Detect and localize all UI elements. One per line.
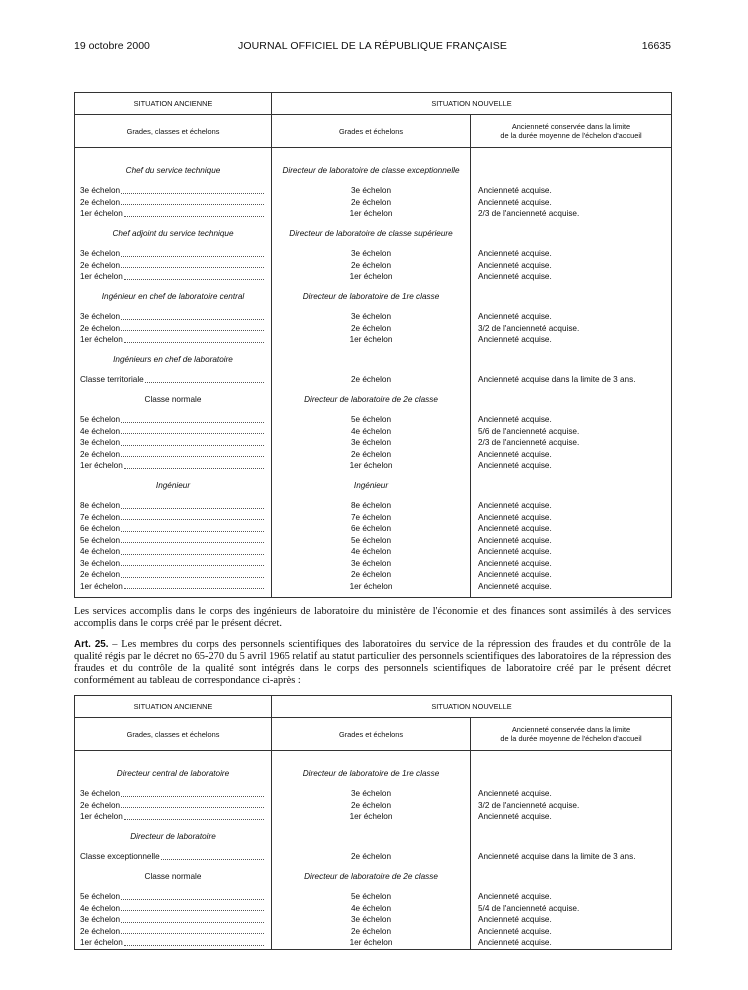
spacer: [471, 157, 671, 166]
spacer: [272, 346, 470, 355]
old-echelon-row: [75, 523, 271, 535]
leader-dots: [121, 558, 264, 567]
new-echelon: 3e échelon: [350, 789, 392, 798]
header-new-situation: SITUATION NOUVELLE: [272, 696, 672, 718]
old-echelon-row: [75, 500, 271, 512]
new-grade-title: Directeur de laboratoire de 2e classe: [304, 395, 438, 404]
old-echelon-label: 2e échelon: [80, 323, 121, 333]
old-echelon-row: [75, 788, 271, 800]
leader-dots: [124, 937, 264, 946]
spacer: [272, 760, 470, 769]
old-grade-title: Chef du service technique: [125, 166, 221, 175]
new-echelon: 5e échelon: [350, 535, 392, 545]
spacer: [272, 220, 470, 229]
spacer: [272, 406, 470, 415]
leader-dots: [121, 903, 264, 912]
spacer: [272, 492, 470, 501]
seniority-value: Ancienneté acquise.: [478, 249, 552, 258]
old-echelon-row: [75, 800, 271, 812]
spacer: [272, 177, 470, 186]
leader-dots: [121, 535, 264, 544]
spacer: [471, 346, 671, 355]
seniority-value: Ancienneté acquise.: [478, 461, 552, 470]
old-echelon-row: [75, 208, 271, 220]
old-echelon-label: 5e échelon: [80, 535, 121, 545]
new-echelon: 1er échelon: [349, 938, 393, 947]
old-echelon-row: [75, 248, 271, 260]
leader-dots: [121, 800, 264, 809]
old-echelon-row: [75, 374, 271, 386]
new-echelon: 4e échelon: [350, 903, 392, 913]
old-echelon-row: [75, 323, 271, 335]
leader-dots: [124, 460, 264, 469]
spacer: [272, 883, 470, 892]
seniority-value: Ancienneté acquise.: [478, 535, 552, 545]
leader-dots: [121, 914, 264, 923]
seniority-value: 2/3 de l'ancienneté acquise.: [478, 438, 580, 447]
new-echelon: 4e échelon: [350, 547, 392, 556]
seniority-value: Ancienneté acquise.: [478, 449, 552, 459]
old-grade-title: Ingénieurs en chef de laboratoire: [113, 355, 233, 364]
new-echelon: 3e échelon: [350, 249, 392, 258]
old-echelon-row: [75, 937, 271, 949]
old-echelon-label: 1er échelon: [80, 335, 123, 344]
new-grade-column: [272, 751, 471, 950]
old-echelon-row: [75, 311, 271, 323]
spacer: [471, 291, 671, 303]
old-echelon-row: [75, 558, 271, 570]
seniority-value: Ancienneté acquise.: [478, 581, 552, 591]
new-echelon: 3e échelon: [350, 438, 392, 447]
journal-title: JOURNAL OFFICIEL DE LA RÉPUBLIQUE FRANÇAISE: [238, 40, 507, 52]
new-echelon: 3e échelon: [350, 312, 392, 321]
new-echelon: 1er échelon: [349, 209, 393, 218]
old-echelon-row: [75, 449, 271, 461]
leader-dots: [121, 185, 264, 194]
paragraph-article-25: [74, 639, 671, 687]
new-echelon: 8e échelon: [350, 501, 392, 510]
old-echelon-label: 1er échelon: [80, 461, 123, 470]
old-grade-title: Classe normale: [144, 395, 202, 404]
paragraph-services: Les services accomplis dans le corps des ingénieurs de laboratoire du ministère de l'économie et des finances sont assimilés à des services accomplis dans le corps créé par le présent décret.: [74, 606, 671, 629]
new-echelon: 5e échelon: [350, 415, 392, 424]
old-echelon-row: [75, 334, 271, 346]
old-echelon-label: 3e échelon: [80, 249, 121, 258]
new-echelon: 7e échelon: [350, 512, 392, 522]
old-echelon-label: 2e échelon: [80, 800, 121, 810]
leader-dots: [121, 248, 264, 257]
old-echelon-label: 5e échelon: [80, 415, 121, 424]
new-grade-title: Directeur de laboratoire de 1re classe: [302, 769, 440, 778]
old-echelon-row: [75, 260, 271, 272]
old-echelon-row: [75, 903, 271, 915]
seniority-value: Ancienneté acquise.: [478, 415, 552, 424]
old-echelon-label: Classe territoriale: [80, 375, 144, 384]
old-grade-title: Ingénieur: [155, 481, 191, 490]
spacer: [471, 303, 671, 312]
spacer: [471, 220, 671, 229]
new-echelon: 2e échelon: [350, 449, 392, 459]
seniority-value: Ancienneté acquise.: [478, 335, 552, 344]
spacer: [75, 863, 271, 872]
spacer: [471, 760, 671, 769]
spacer: [471, 843, 671, 852]
spacer: [471, 492, 671, 501]
old-echelon-row: [75, 185, 271, 197]
old-echelon-row: [75, 581, 271, 593]
old-grade-title: Ingénieur en chef de laboratoire central: [101, 292, 245, 301]
seniority-value: Ancienneté acquise.: [478, 892, 552, 901]
header-old-situation: SITUATION ANCIENNE: [75, 93, 272, 115]
new-echelon: 3e échelon: [350, 558, 392, 568]
leader-dots: [121, 500, 264, 509]
correspondence-table-1: [74, 92, 672, 598]
spacer: [471, 148, 671, 157]
old-echelon-label: 3e échelon: [80, 558, 121, 568]
old-echelon-label: 8e échelon: [80, 501, 121, 510]
new-grade-title: Directeur de laboratoire de 1re classe: [302, 292, 440, 301]
spacer: [471, 871, 671, 883]
spacer: [471, 480, 671, 492]
header-old-situation: SITUATION ANCIENNE: [75, 696, 272, 718]
seniority-value: Ancienneté acquise dans la limite de 3 ans.: [478, 375, 636, 384]
seniority-value: Ancienneté acquise.: [478, 524, 552, 533]
new-echelon: 2e échelon: [350, 323, 392, 333]
leader-dots: [121, 437, 264, 446]
leader-dots: [121, 414, 264, 423]
new-echelon: 6e échelon: [350, 524, 392, 533]
spacer: [272, 780, 470, 789]
old-echelon-label: 2e échelon: [80, 926, 121, 936]
spacer: [75, 177, 271, 186]
old-situation-column: [75, 148, 272, 598]
old-grade-title: Classe normale: [144, 872, 202, 881]
old-grade-title: Directeur de laboratoire: [130, 832, 216, 841]
header-col-grades: Grades et échelons: [272, 115, 471, 148]
spacer: [272, 303, 470, 312]
old-echelon-label: Classe exceptionnelle: [80, 852, 160, 861]
old-echelon-label: 7e échelon: [80, 512, 121, 522]
new-echelon: 1er échelon: [349, 812, 393, 821]
spacer: [471, 354, 671, 366]
old-echelon-row: [75, 914, 271, 926]
leader-dots: [124, 581, 264, 590]
new-grade-title: Ingénieur: [353, 481, 389, 490]
new-grade-title: Directeur de laboratoire de 2e classe: [304, 872, 438, 881]
spacer: [272, 823, 470, 832]
new-grade-column: [272, 148, 471, 598]
old-echelon-row: [75, 426, 271, 438]
spacer: [75, 406, 271, 415]
old-echelon-label: 3e échelon: [80, 438, 121, 447]
new-echelon: 2e échelon: [350, 197, 392, 207]
leader-dots: [124, 334, 264, 343]
seniority-column: [471, 751, 672, 950]
spacer: [272, 148, 470, 157]
spacer: [471, 406, 671, 415]
spacer: [471, 883, 671, 892]
spacer: [272, 472, 470, 481]
seniority-value: Ancienneté acquise.: [478, 547, 552, 556]
spacer: [471, 863, 671, 872]
spacer: [272, 751, 470, 760]
spacer: [75, 760, 271, 769]
spacer: [75, 283, 271, 292]
spacer: [272, 843, 470, 852]
leader-dots: [145, 374, 264, 383]
spacer: [471, 780, 671, 789]
new-echelon: 4e échelon: [350, 426, 392, 436]
old-echelon-label: 4e échelon: [80, 426, 121, 436]
leader-dots: [121, 260, 264, 269]
leader-dots: [121, 523, 264, 532]
article-label: Art. 25.: [74, 639, 109, 650]
spacer: [471, 165, 671, 177]
old-echelon-row: [75, 891, 271, 903]
leader-dots: [121, 512, 264, 521]
spacer: [75, 303, 271, 312]
seniority-value: Ancienneté acquise.: [478, 789, 552, 798]
spacer: [272, 283, 470, 292]
seniority-value: Ancienneté acquise dans la limite de 3 ans.: [478, 852, 636, 861]
spacer: [471, 366, 671, 375]
old-echelon-label: 1er échelon: [80, 812, 123, 821]
spacer: [75, 780, 271, 789]
old-grade-title: Chef adjoint du service technique: [112, 229, 234, 238]
seniority-value: 5/4 de l'ancienneté acquise.: [478, 903, 580, 913]
leader-dots: [121, 891, 264, 900]
old-echelon-label: 4e échelon: [80, 903, 121, 913]
seniority-value: Ancienneté acquise.: [478, 570, 552, 579]
leader-dots: [124, 271, 264, 280]
old-echelon-label: 1er échelon: [80, 938, 123, 947]
spacer: [75, 751, 271, 760]
seniority-value: Ancienneté acquise.: [478, 312, 552, 321]
old-echelon-label: 2e échelon: [80, 260, 121, 270]
old-echelon-row: [75, 437, 271, 449]
old-echelon-label: 1er échelon: [80, 272, 123, 281]
spacer: [471, 768, 671, 780]
old-echelon-row: [75, 460, 271, 472]
old-echelon-row: [75, 414, 271, 426]
leader-dots: [161, 851, 264, 860]
seniority-value: Ancienneté acquise.: [478, 197, 552, 207]
seniority-value: Ancienneté acquise.: [478, 272, 552, 281]
spacer: [75, 883, 271, 892]
header-col-seniority: Ancienneté conservée dans la limite de la durée moyenne de l'échelon d'accueil: [471, 115, 672, 148]
old-echelon-label: 2e échelon: [80, 570, 121, 579]
page-header: [74, 40, 671, 54]
header-col-grades-classes: Grades, classes et échelons: [75, 718, 272, 751]
spacer: [75, 386, 271, 395]
old-echelon-label: 3e échelon: [80, 789, 121, 798]
spacer: [75, 492, 271, 501]
new-grade-title: Directeur de laboratoire de classe supérieure: [289, 229, 453, 238]
new-grade-title: [272, 354, 470, 366]
new-echelon: 3e échelon: [350, 915, 392, 924]
seniority-value: Ancienneté acquise.: [478, 938, 552, 947]
seniority-value: Ancienneté acquise.: [478, 812, 552, 821]
header-col-seniority: Ancienneté conservée dans la limite de la durée moyenne de l'échelon d'accueil: [471, 718, 672, 751]
header-col-grades-classes: Grades, classes et échelons: [75, 115, 272, 148]
spacer: [272, 386, 470, 395]
leader-dots: [121, 546, 264, 555]
leader-dots: [124, 208, 264, 217]
spacer: [471, 228, 671, 240]
header-col-grades: Grades et échelons: [272, 718, 471, 751]
spacer: [471, 240, 671, 249]
new-echelon: 5e échelon: [350, 892, 392, 901]
spacer: [75, 472, 271, 481]
new-echelon: 1er échelon: [349, 272, 393, 281]
spacer: [471, 283, 671, 292]
new-echelon: 2e échelon: [350, 260, 392, 270]
spacer: [471, 386, 671, 395]
old-echelon-row: [75, 811, 271, 823]
leader-dots: [121, 569, 264, 578]
spacer: [75, 843, 271, 852]
leader-dots: [121, 926, 264, 935]
spacer: [471, 177, 671, 186]
old-echelon-label: 1er échelon: [80, 209, 123, 218]
old-situation-column: [75, 751, 272, 950]
old-echelon-row: [75, 926, 271, 938]
seniority-value: Ancienneté acquise.: [478, 512, 552, 522]
seniority-value: Ancienneté acquise.: [478, 186, 552, 195]
leader-dots: [121, 788, 264, 797]
seniority-value: Ancienneté acquise.: [478, 260, 552, 270]
new-grade-title: Directeur de laboratoire de classe exceptionnelle: [282, 166, 460, 175]
old-echelon-row: [75, 569, 271, 581]
spacer: [75, 366, 271, 375]
spacer: [272, 366, 470, 375]
article-text: – Les membres du corps des personnels scientifiques des laboratoires du service de la répression des fraudes et du contrôle de la qualité régis par le décret no 65-270 du 5 avril 1965 relatif au statut particulier des personnels scientifiques des laboratoires de la répression des fraudes et du contrôle de la qualité sont intégrés dans le corps des personnels scientifiques de laboratoire créé par le présent décret conformément au tableau de correspondance ci-après :: [74, 639, 671, 686]
page-number: 16635: [641, 40, 671, 52]
old-echelon-row: [75, 851, 271, 863]
new-echelon: 2e échelon: [350, 570, 392, 579]
spacer: [75, 346, 271, 355]
seniority-value: Ancienneté acquise.: [478, 558, 552, 568]
seniority-value: 3/2 de l'ancienneté acquise.: [478, 800, 580, 810]
leader-dots: [121, 426, 264, 435]
spacer: [471, 472, 671, 481]
spacer: [272, 157, 470, 166]
new-echelon: 1er échelon: [349, 581, 393, 591]
spacer: [75, 823, 271, 832]
seniority-value: Ancienneté acquise.: [478, 501, 552, 510]
spacer: [272, 863, 470, 872]
old-echelon-row: [75, 546, 271, 558]
old-echelon-row: [75, 512, 271, 524]
spacer: [272, 240, 470, 249]
old-echelon-label: 6e échelon: [80, 524, 121, 533]
seniority-value: Ancienneté acquise.: [478, 926, 552, 936]
new-echelon: 3e échelon: [350, 186, 392, 195]
spacer: [471, 831, 671, 843]
new-echelon: 2e échelon: [350, 852, 392, 861]
old-echelon-row: [75, 197, 271, 209]
new-echelon: 2e échelon: [350, 926, 392, 936]
header-new-situation: SITUATION NOUVELLE: [272, 93, 672, 115]
old-echelon-label: 5e échelon: [80, 892, 121, 901]
correspondence-table-2: [74, 695, 672, 950]
new-grade-title: [272, 831, 470, 843]
spacer: [75, 240, 271, 249]
seniority-value: 5/6 de l'ancienneté acquise.: [478, 426, 580, 436]
header-date: 19 octobre 2000: [74, 40, 150, 52]
leader-dots: [121, 323, 264, 332]
old-echelon-row: [75, 535, 271, 547]
old-echelon-label: 2e échelon: [80, 197, 121, 207]
old-echelon-label: 2e échelon: [80, 449, 121, 459]
new-echelon: 2e échelon: [350, 375, 392, 384]
new-echelon: 1er échelon: [349, 461, 393, 470]
spacer: [75, 220, 271, 229]
spacer: [75, 148, 271, 157]
leader-dots: [121, 197, 264, 206]
old-echelon-label: 3e échelon: [80, 915, 121, 924]
seniority-value: 2/3 de l'ancienneté acquise.: [478, 209, 580, 218]
new-echelon: 2e échelon: [350, 800, 392, 810]
seniority-value: Ancienneté acquise.: [478, 915, 552, 924]
old-echelon-row: [75, 271, 271, 283]
leader-dots: [121, 311, 264, 320]
old-grade-title: Directeur central de laboratoire: [116, 769, 230, 778]
leader-dots: [121, 449, 264, 458]
new-echelon: 1er échelon: [349, 335, 393, 344]
spacer: [471, 751, 671, 760]
old-echelon-label: 1er échelon: [80, 581, 123, 591]
seniority-column: [471, 148, 672, 598]
seniority-value: 3/2 de l'ancienneté acquise.: [478, 323, 580, 333]
leader-dots: [124, 811, 264, 820]
spacer: [471, 394, 671, 406]
spacer: [75, 157, 271, 166]
old-echelon-label: 3e échelon: [80, 186, 121, 195]
old-echelon-label: 4e échelon: [80, 547, 121, 556]
spacer: [471, 823, 671, 832]
old-echelon-label: 3e échelon: [80, 312, 121, 321]
